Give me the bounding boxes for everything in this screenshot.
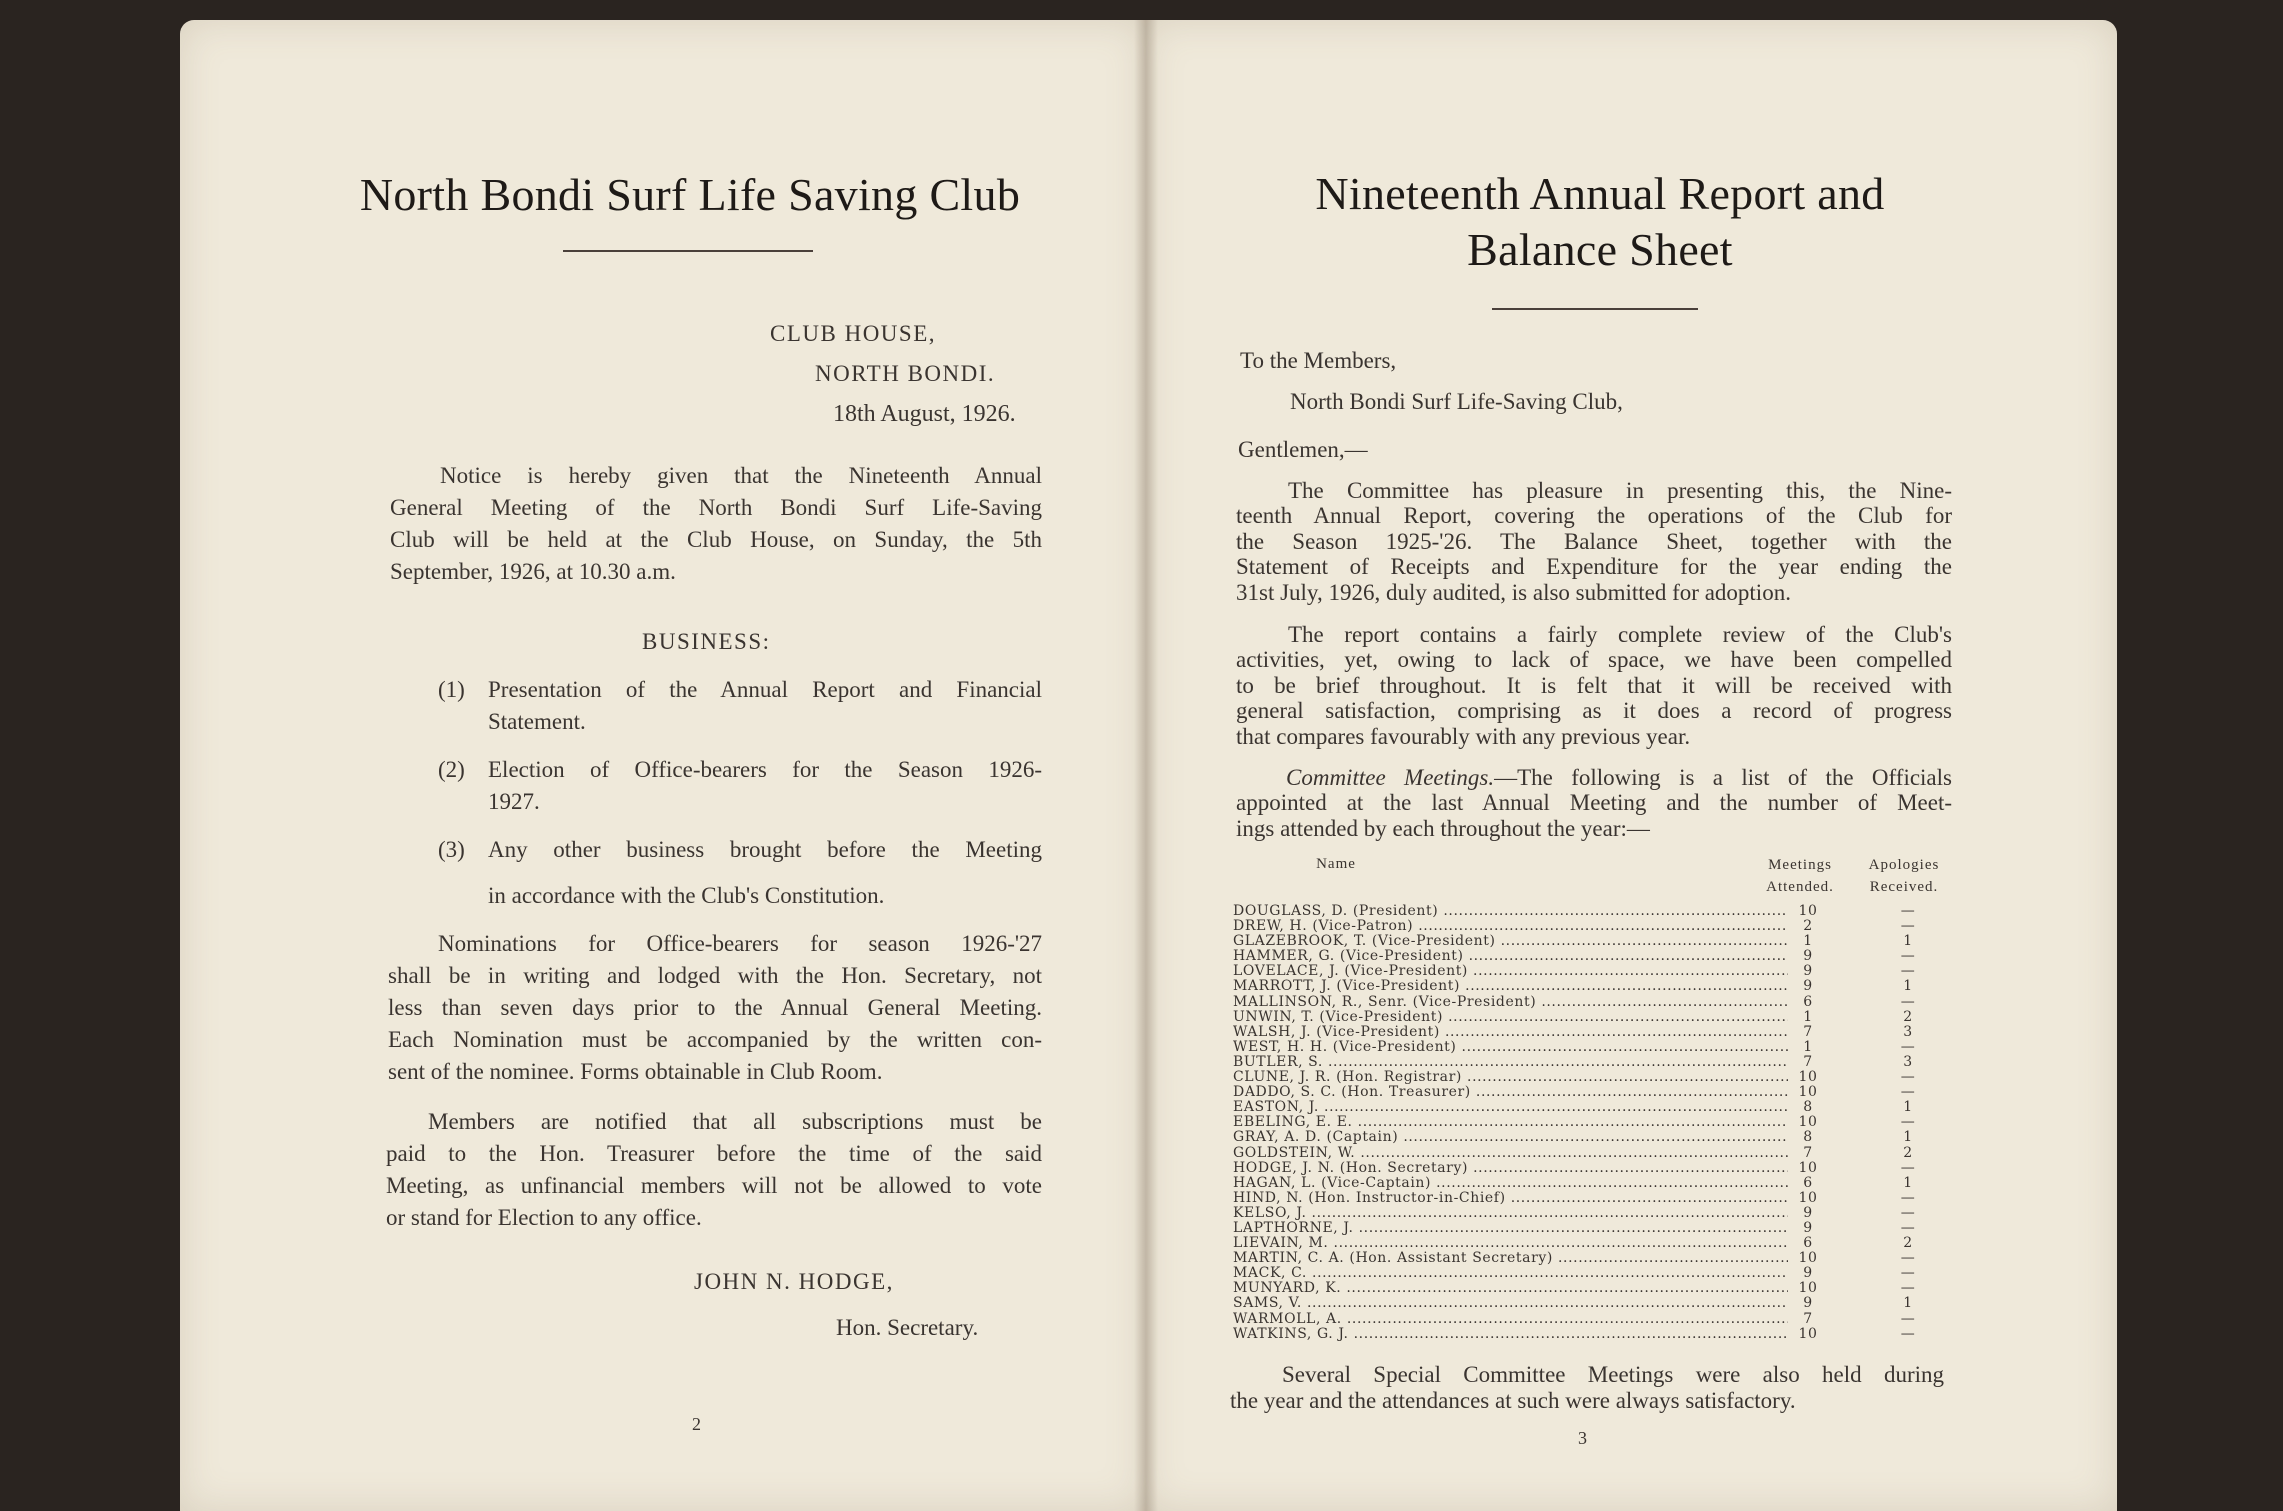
apologies-received: — (1900, 903, 1916, 919)
report-line: ings attended by each throughout the year:— (1236, 815, 1650, 841)
apologies-received: 2 (1903, 1008, 1913, 1025)
apologies-received: — (1900, 1189, 1916, 1206)
table-header-meetings-line-1: Meetings (1768, 857, 1832, 873)
nominations-line: sent of the nominee. Forms obtainable in Club Room. (388, 1059, 883, 1084)
business-item-text: Any other business brought before the Meeting (488, 837, 1042, 862)
subscriptions-line: Meeting, as unfinancial members will not be allowed to vote (386, 1173, 1042, 1198)
table-row (1233, 1266, 1958, 1281)
apologies-received: 1 (1903, 1174, 1913, 1191)
report-title-line-2: Balance Sheet (1467, 224, 1733, 275)
apologies-received: — (1900, 1310, 1916, 1327)
official-name: MALLINSON, R., Senr. (Vice-President) ..... (1233, 995, 1793, 1010)
closing-line: the year and the attendances at such were always satisfactory. (1230, 1388, 1796, 1413)
report-line: the Season 1925-'26. The Balance Sheet, together with the (1236, 528, 1952, 554)
nominations-line: shall be in writing and lodged with the Hon. Secretary, not (388, 963, 1042, 988)
nominations-paragraph (388, 928, 1042, 1088)
official-name: HODGE, J. N. (Hon. Secretary) ..... (1233, 1161, 1793, 1176)
report-paragraph-2 (1236, 622, 1952, 749)
table-row (1233, 964, 1958, 979)
signatory-title: Hon. Secretary. (836, 1315, 979, 1340)
meetings-attended: 8 (1788, 1130, 1828, 1145)
official-name: GRAY, A. D. (Captain) ..... (1233, 1130, 1793, 1145)
business-item-text: Presentation of the Annual Report and Financial (488, 677, 1042, 702)
table-row (1233, 1085, 1958, 1100)
nominations-line: Nominations for Office-bearers for season 1926-'27 (438, 931, 1042, 956)
business-item-number: (1) (438, 677, 465, 702)
meetings-attended: 10 (1788, 1070, 1828, 1085)
nominations-line: less than seven days prior to the Annual General Meeting. (388, 995, 1042, 1020)
meetings-attended: 9 (1788, 1221, 1828, 1236)
apologies-received: — (1900, 1250, 1916, 1267)
table-row (1233, 1100, 1958, 1115)
official-name: WEST, H. H. (Vice-President) ..... (1233, 1040, 1793, 1055)
table-header-meetings (1752, 857, 1848, 896)
table-row (1233, 1221, 1958, 1236)
official-name: MARTIN, C. A. (Hon. Assistant Secretary) ..... (1233, 1251, 1793, 1266)
official-name: HAGAN, L. (Vice-Captain) ..... (1233, 1176, 1793, 1191)
table-row (1233, 1025, 1958, 1040)
official-name: DADDO, S. C. (Hon. Treasurer) ..... (1233, 1085, 1793, 1100)
notice-paragraph (390, 460, 1042, 588)
official-name: DREW, H. (Vice-Patron) ..... (1233, 919, 1793, 934)
apologies-received: — (1900, 1204, 1916, 1221)
meetings-attended: 6 (1788, 1176, 1828, 1191)
meetings-attended: 10 (1788, 1161, 1828, 1176)
table-row (1233, 1055, 1958, 1070)
official-name: EASTON, J. ..... (1233, 1100, 1793, 1115)
apologies-received: — (1900, 993, 1916, 1010)
official-name: EBELING, E. E. ..... (1233, 1115, 1793, 1130)
apologies-received: — (1900, 918, 1916, 935)
apologies-received: — (1900, 963, 1916, 980)
apologies-received: — (1900, 1069, 1916, 1086)
table-row (1233, 1236, 1958, 1251)
table-row (1233, 1327, 1958, 1342)
business-item-text: Election of Office-bearers for the Season 1926- (488, 757, 1042, 782)
meetings-attended: 10 (1788, 1115, 1828, 1130)
apologies-received: — (1900, 1265, 1916, 1282)
notice-line: General Meeting of the North Bondi Surf Life-Saving (390, 495, 1042, 520)
table-row (1233, 1146, 1958, 1161)
report-title (1230, 166, 1970, 278)
official-name: DOUGLASS, D. (President) ..... (1233, 904, 1793, 919)
apologies-received: 3 (1903, 1053, 1913, 1070)
table-header-meetings-line-2: Attended. (1766, 879, 1834, 895)
meetings-attended: 10 (1788, 1281, 1828, 1296)
table-row (1233, 919, 1958, 934)
table-row (1233, 1161, 1958, 1176)
apologies-received: 3 (1903, 1023, 1913, 1040)
apologies-received: — (1900, 948, 1916, 965)
table-row (1233, 904, 1958, 919)
report-line: 31st July, 1926, duly audited, is also submitted for adoption. (1236, 579, 1791, 605)
meetings-attended: 8 (1788, 1100, 1828, 1115)
meetings-attended: 9 (1788, 1206, 1828, 1221)
meetings-attended: 1 (1788, 1040, 1828, 1055)
report-line: The report contains a fairly complete review of the Club's (1288, 622, 1952, 647)
address-line-2: NORTH BONDI. (815, 361, 996, 386)
apologies-received: 1 (1903, 1129, 1913, 1146)
report-title-line-1: Nineteenth Annual Report and (1315, 168, 1885, 219)
official-name: HIND, N. (Hon. Instructor-in-Chief) ..... (1233, 1191, 1793, 1206)
meetings-attended: 10 (1788, 1327, 1828, 1342)
report-line: activities, yet, owing to lack of space, we have been compelled (1236, 647, 1952, 673)
table-row (1233, 1176, 1958, 1191)
club-title: North Bondi Surf Life Saving Club (359, 169, 1021, 220)
page-number-right: 3 (1578, 1428, 1587, 1448)
official-name: MARROTT, J. (Vice-President) ..... (1233, 979, 1793, 994)
apologies-received: — (1900, 1084, 1916, 1101)
table-row (1233, 1130, 1958, 1145)
table-header-apologies-line-1: Apologies (1868, 857, 1940, 873)
business-heading: BUSINESS: (642, 629, 771, 654)
notice-line: Notice is hereby given that the Nineteenth Annual (440, 463, 1042, 488)
salutation-club: North Bondi Surf Life-Saving Club, (1290, 389, 1623, 414)
report-line: The Committee has pleasure in presenting this, the Nine- (1288, 478, 1952, 503)
salutation-to-members: To the Members, (1240, 348, 1397, 373)
official-name: CLUNE, J. R. (Hon. Registrar) ..... (1233, 1070, 1793, 1085)
business-item-number: (2) (438, 757, 465, 782)
meetings-attended: 7 (1788, 1025, 1828, 1040)
title-rule (563, 250, 813, 252)
table-row (1233, 949, 1958, 964)
report-line: Statement of Receipts and Expenditure for the year ending the (1236, 554, 1952, 580)
apologies-received: 1 (1903, 1295, 1913, 1312)
table-row (1233, 1312, 1958, 1327)
meetings-attended: 10 (1788, 904, 1828, 919)
committee-meetings-heading: Committee Meetings. (1286, 765, 1495, 790)
table-header-apologies-line-2: Received. (1869, 879, 1939, 895)
meetings-attended: 9 (1788, 1296, 1828, 1311)
meetings-attended: 6 (1788, 995, 1828, 1010)
business-item-3 (438, 834, 1042, 912)
subscriptions-line: Members are notified that all subscriptions must be (428, 1109, 1042, 1134)
report-line (1236, 765, 1952, 790)
report-line: to be brief throughout. It is felt that it will be received with (1236, 672, 1952, 698)
officials-table (1233, 904, 1958, 1342)
meetings-attended: 9 (1788, 964, 1828, 979)
official-name: SAMS, V. ..... (1233, 1296, 1793, 1311)
table-row (1233, 1040, 1958, 1055)
meetings-attended: 1 (1788, 1010, 1828, 1025)
closing-paragraph (1230, 1362, 1944, 1414)
report-line: teenth Annual Report, covering the operations of the Club for (1236, 503, 1952, 529)
book-gutter (1134, 20, 1158, 1511)
page-number-left: 2 (692, 1414, 701, 1434)
business-item-text: Statement. (488, 709, 586, 734)
notice-line: Club will be held at the Club House, on Sunday, the 5th (390, 527, 1042, 552)
table-row (1233, 1206, 1958, 1221)
table-row (1233, 1281, 1958, 1296)
apologies-received: — (1900, 1219, 1916, 1236)
report-title-rule (1492, 308, 1698, 310)
apologies-received: — (1900, 1114, 1916, 1131)
subscriptions-paragraph (386, 1106, 1042, 1234)
table-row (1233, 1191, 1958, 1206)
meetings-attended: 7 (1788, 1146, 1828, 1161)
official-name: LOVELACE, J. (Vice-President) ..... (1233, 964, 1793, 979)
official-name: LAPTHORNE, J. ..... (1233, 1221, 1793, 1236)
signatory-name: JOHN N. HODGE, (694, 1269, 894, 1294)
subscriptions-line: or stand for Election to any office. (386, 1205, 702, 1230)
official-name: HAMMER, G. (Vice-President) ..... (1233, 949, 1793, 964)
nominations-line: Each Nomination must be accompanied by the written con- (388, 1027, 1042, 1052)
meetings-attended: 9 (1788, 979, 1828, 994)
apologies-received: — (1900, 1325, 1916, 1342)
meetings-attended: 10 (1788, 1251, 1828, 1266)
report-paragraph-3 (1236, 765, 1952, 841)
meetings-attended: 7 (1788, 1312, 1828, 1327)
business-item-number: (3) (438, 837, 465, 862)
official-name: KELSO, J. ..... (1233, 1206, 1793, 1221)
apologies-received: — (1900, 1159, 1916, 1176)
business-item-1 (438, 674, 1042, 738)
meetings-attended: 1 (1788, 934, 1828, 949)
apologies-received: 1 (1903, 978, 1913, 995)
meetings-attended: 2 (1788, 919, 1828, 934)
meetings-attended: 10 (1788, 1085, 1828, 1100)
business-item-2 (438, 754, 1042, 818)
meetings-attended: 9 (1788, 949, 1828, 964)
closing-line: Several Special Committee Meetings were also held during (1282, 1362, 1944, 1387)
table-row (1233, 934, 1958, 949)
notice-date: 18th August, 1926. (833, 401, 1016, 427)
meetings-attended: 6 (1788, 1236, 1828, 1251)
table-row (1233, 1115, 1958, 1130)
apologies-received: — (1900, 1280, 1916, 1297)
meetings-attended: 10 (1788, 1191, 1828, 1206)
table-header-apologies (1856, 857, 1952, 896)
official-name: WATKINS, G. J. ..... (1233, 1327, 1793, 1342)
meetings-attended: 9 (1788, 1266, 1828, 1281)
official-name: WALSH, J. (Vice-President) ..... (1233, 1025, 1793, 1040)
apologies-received: — (1900, 1038, 1916, 1055)
salutation-gentlemen: Gentlemen,— (1238, 437, 1368, 462)
table-row (1233, 1010, 1958, 1025)
table-row (1233, 979, 1958, 994)
apologies-received: 2 (1903, 1235, 1913, 1252)
apologies-received: 1 (1903, 933, 1913, 950)
report-line: that compares favourably with any previous year. (1236, 723, 1691, 749)
meetings-attended: 7 (1788, 1055, 1828, 1070)
table-row (1233, 1251, 1958, 1266)
committee-intro-text: —The following is a list of the Officials (1494, 765, 1952, 790)
notice-line: September, 1926, at 10.30 a.m. (390, 559, 676, 584)
official-name: MACK, C. ..... (1233, 1266, 1793, 1281)
official-name: LIEVAIN, M. ..... (1233, 1236, 1793, 1251)
official-name: GOLDSTEIN, W. ..... (1233, 1146, 1793, 1161)
apologies-received: 1 (1903, 1099, 1913, 1116)
business-item-text: in accordance with the Club's Constitution. (488, 883, 885, 908)
table-row (1233, 1070, 1958, 1085)
report-line: appointed at the last Annual Meeting and the number of Meet- (1236, 790, 1952, 816)
official-name: MUNYARD, K. ..... (1233, 1281, 1793, 1296)
report-paragraph-1 (1236, 478, 1952, 605)
table-row (1233, 995, 1958, 1010)
official-name: WARMOLL, A. ..... (1233, 1312, 1793, 1327)
official-name: BUTLER, S. ..... (1233, 1055, 1793, 1070)
table-row (1233, 1296, 1958, 1311)
official-name: UNWIN, T. (Vice-President) ..... (1233, 1010, 1793, 1025)
report-line: general satisfaction, comprising as it does a record of progress (1236, 698, 1952, 724)
address-line-1: CLUB HOUSE, (770, 321, 937, 346)
official-name: GLAZEBROOK, T. (Vice-President) ..... (1233, 934, 1793, 949)
table-header-name: Name (1316, 856, 1356, 872)
apologies-received: 2 (1903, 1144, 1913, 1161)
subscriptions-line: paid to the Hon. Treasurer before the time of the said (386, 1141, 1042, 1166)
business-item-text: 1927. (488, 789, 540, 814)
